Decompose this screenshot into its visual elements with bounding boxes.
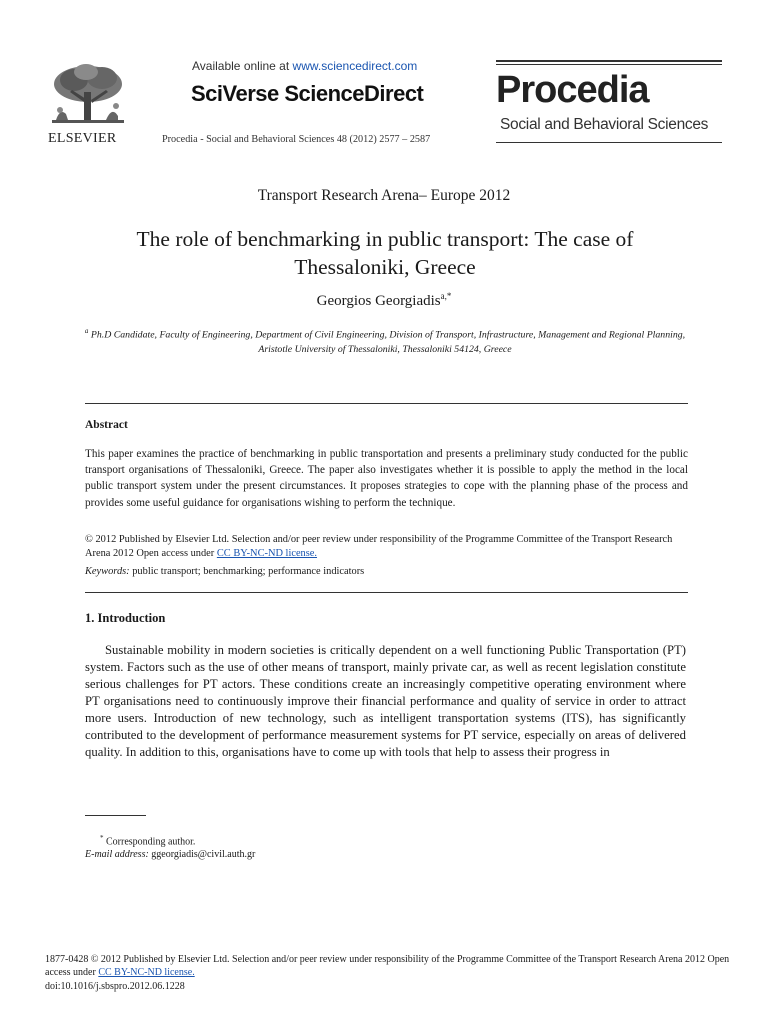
conference-name: Transport Research Arena– Europe 2012 (257, 187, 511, 204)
availability-line (192, 59, 417, 73)
footnote-rule (85, 815, 146, 816)
keywords-label: Keywords: (85, 566, 130, 577)
footnote-email (85, 849, 255, 860)
procedia-rule-top (496, 60, 722, 62)
abstract-top-rule (85, 403, 688, 404)
procedia-logo: Procedia (496, 69, 649, 111)
license-link[interactable]: CC BY-NC-ND license. (216, 548, 318, 560)
journal-citation: Procedia - Social and Behavioral Sciences 48 (2012) 2577 – 2587 (162, 134, 431, 145)
availability-prefix: Available online at (192, 59, 293, 73)
procedia-rule-bottom (496, 142, 722, 143)
doi: doi:10.1016/j.sbspro.2012.06.1228 (45, 980, 185, 992)
introduction-paragraph: Sustainable mobility in modern societies is critically dependent on a well functioning Public Transportation (PT) system. Factors such as the use of other means of transport, mainly private car, as well as recent legislation constitute serious challenges for PT actors. These conditions create an increasingly competitive operating environment where PT organisations need to continuously improve their financial performance and quality of service in order to attract more users. Introduction of new technology, such as intelligent transportation systems (ITS), has significantly contributed to the development of performance measurement systems for PT service, especially on areas of delivered quality. In addition to this, organisations have to come up with tools that help to assess their progress in (85, 643, 686, 759)
abstract-text: This paper examines the practice of benchmarking in public transportation and presents a preliminary study conducted for the public transport organisations of Thessaloniki, Greece. The paper also investigates whether it is possible to apply the method in the local public transport system under the present circumstances. It proposes strategies to cope with the planning phase of the process and provides some useful guidance for organisations wishing to perform the technique. (85, 448, 688, 509)
publisher-name: ELSEVIER (48, 131, 117, 146)
article-title: The role of benchmarking in public transport: The case of Thessaloniki, Greece (136, 227, 634, 279)
affiliation-superscript: a (84, 327, 89, 335)
footnote-corresponding (100, 834, 195, 847)
copyright-text: © 2012 Published by Elsevier Ltd. Selection and/or peer review under responsibility of the Programme Committee of the Transport Research Arena 2012 (85, 534, 673, 560)
bottom-license-link[interactable]: CC BY-NC-ND license. (98, 967, 195, 979)
author-name: Georgios Georgiadis (316, 293, 441, 309)
sciverse-logo: SciVerse ScienceDirect (191, 81, 424, 106)
sciencedirect-link[interactable]: www.sciencedirect.com (292, 59, 418, 73)
email-address: ggeorgiadis@civil.auth.gr (148, 849, 256, 860)
copyright-notice (85, 533, 688, 561)
issn-copyright: 1877-0428 © 2012 Published by Elsevier Ltd. Selection and/or peer review under responsibility of the Programme Committee of the Transport Research Arena 2012 (45, 954, 705, 965)
procedia-subtitle: Social and Behavioral Sciences (500, 116, 709, 133)
procedia-rule-top-thin (496, 64, 722, 65)
introduction-heading: 1. Introduction (85, 611, 166, 625)
bottom-open-access: Open access under (45, 954, 730, 979)
keywords-line (85, 566, 364, 577)
corresponding-text: Corresponding author. (103, 836, 196, 848)
abstract-bottom-rule (85, 592, 688, 593)
author-superscript: a,* (440, 291, 452, 301)
footnote-star: * (100, 834, 104, 842)
introduction-text (85, 642, 686, 761)
affiliation-text: Ph.D Candidate, Faculty of Engineering, Department of Civil Engineering, Division of Transport, Infrastructure, Management and Regional Planning, Aristotle University of Thessaloniki, Thessaloniki 54124, Greece (90, 329, 686, 356)
email-label: E-mail address: (85, 849, 149, 860)
open-access-text: Open access under (133, 548, 217, 560)
affiliation (80, 324, 690, 357)
keywords-text: public transport; benchmarking; performance indicators (129, 566, 365, 577)
bottom-publication-info (45, 953, 735, 993)
author-line (0, 291, 768, 310)
abstract-heading: Abstract (85, 419, 128, 431)
